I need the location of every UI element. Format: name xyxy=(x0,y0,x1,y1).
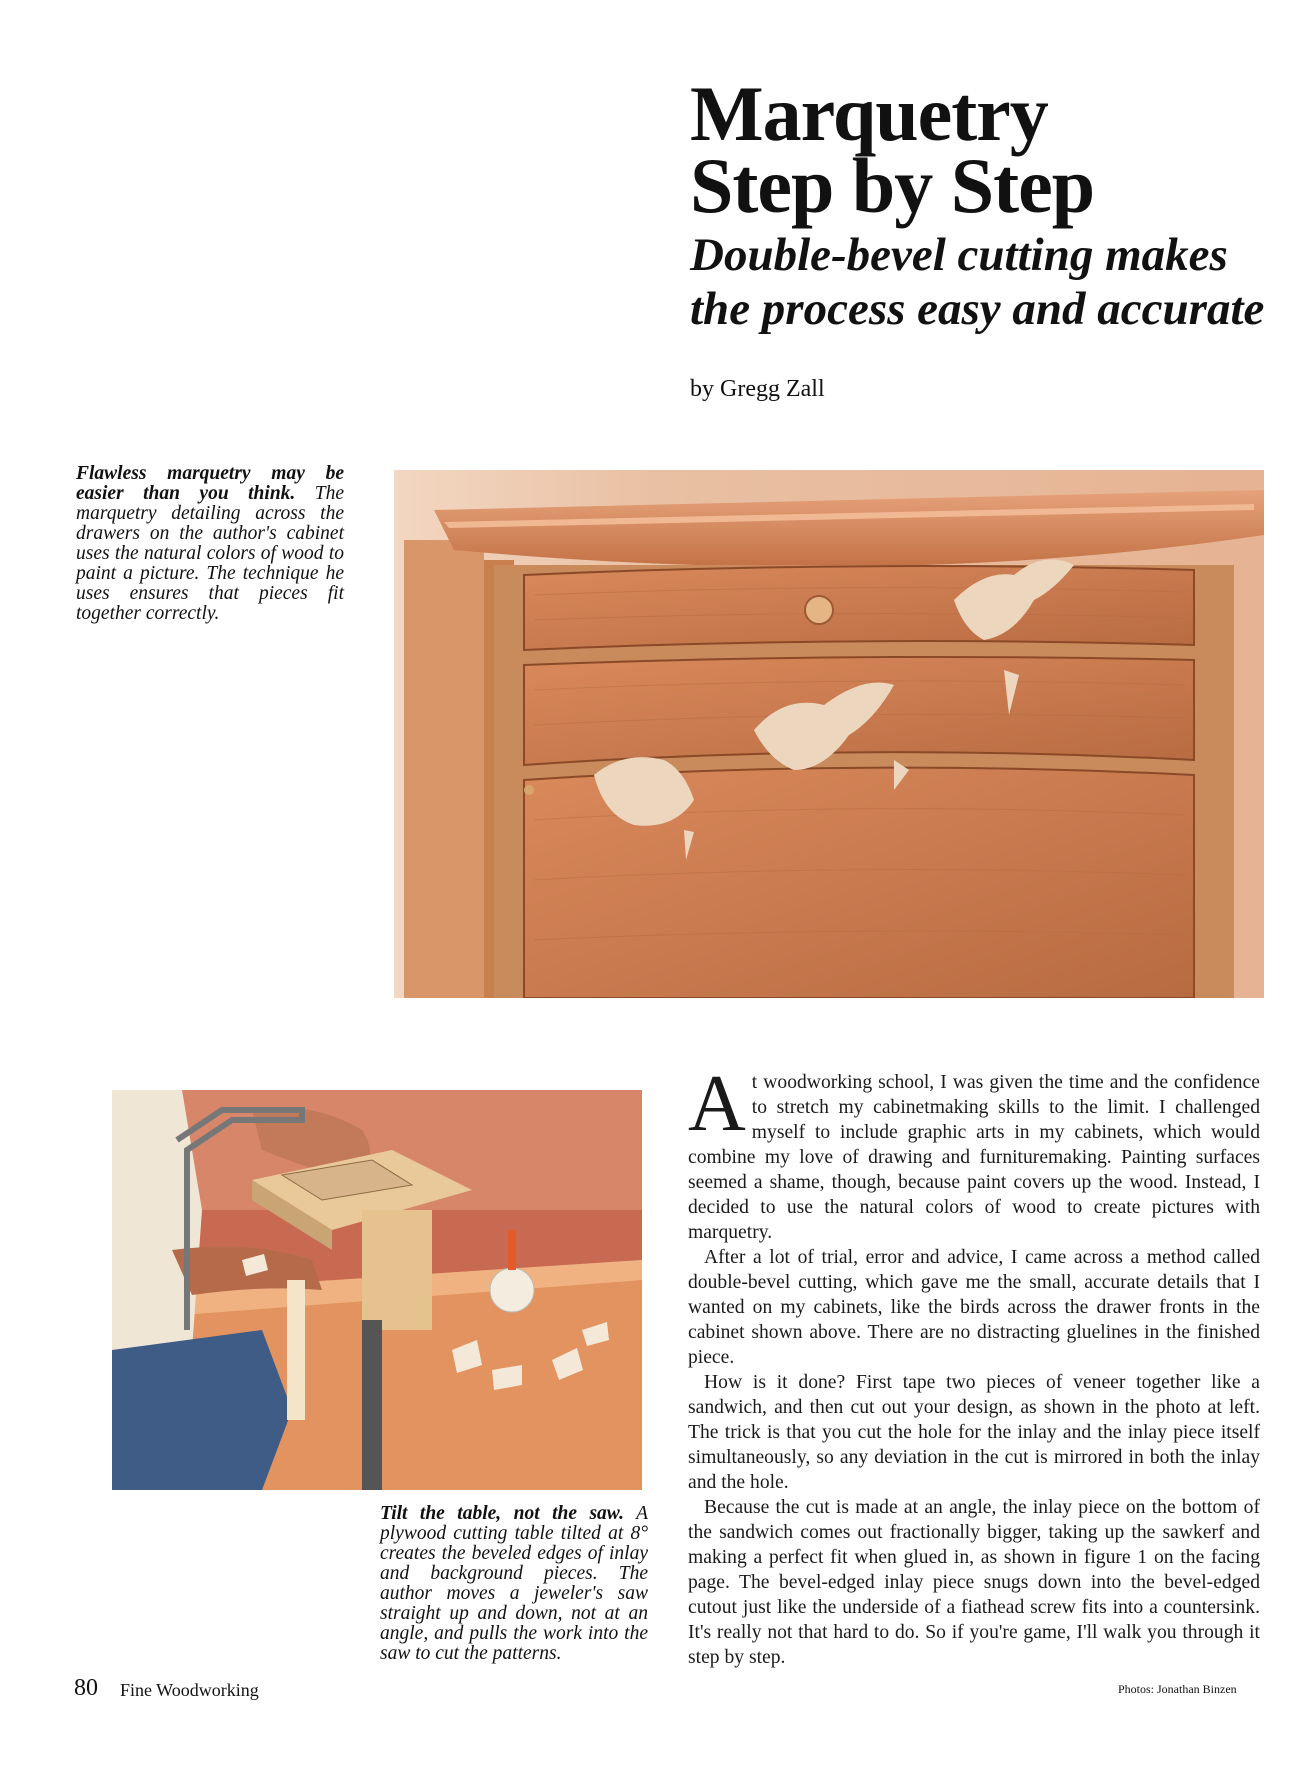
workshop-photo xyxy=(112,1090,642,1490)
body-paragraph-1 xyxy=(688,1060,1260,1245)
subtitle-line-2: the process easy and accurate xyxy=(690,283,1265,335)
caption-workshop-lead: Tilt the table, not the saw. xyxy=(380,1503,624,1524)
drawer-top xyxy=(524,566,1194,650)
bench-clamp xyxy=(362,1320,382,1490)
article-title xyxy=(690,70,1250,229)
pencil xyxy=(508,1230,516,1270)
cabinet-photo xyxy=(394,470,1264,998)
caption-workshop-text: A plywood cutting table tilted at 8° creates the beveled edges of inlay and background pieces. The author moves a jeweler's saw straight up and down, not at an angle, and pulls the work into the saw to cut the patterns. xyxy=(380,1503,648,1664)
drop-cap: A xyxy=(688,1060,746,1148)
workshop-illustration xyxy=(112,1090,642,1490)
article-body xyxy=(688,1060,1260,1670)
table-post xyxy=(362,1210,432,1330)
drawer-knob-top xyxy=(805,596,833,624)
title-line-2: Step by Step xyxy=(690,142,1095,229)
caption-cabinet xyxy=(76,464,344,624)
person-jeans xyxy=(112,1330,292,1490)
saw-handle xyxy=(287,1280,305,1420)
page-number: 80 xyxy=(74,1675,98,1701)
door-hinge xyxy=(524,785,534,795)
caption-workshop xyxy=(380,1504,648,1664)
byline: by Gregg Zall xyxy=(690,376,825,402)
article-subtitle xyxy=(690,228,1270,336)
photo-credit: Photos: Jonathan Binzen xyxy=(1118,1682,1237,1696)
caption-cabinet-text: The marquetry detailing across the drawers on the author's cabinet uses the natural colors of wood to paint a picture. The technique he uses ensures that pieces fit together correctly. xyxy=(76,483,345,624)
subtitle-line-1: Double-bevel cutting makes xyxy=(690,229,1228,281)
body-paragraph-4: Because the cut is made at an angle, the inlay piece on the bottom of the sandwich comes out fractionally bigger, taking up the sawkerf and making a perfect fit when glued in, as shown in figure 1 on the facing page. The bevel-edged inlay piece snugs down into the bevel-edged cutout just like the underside of a fiathead screw fits into a countersink. It's really not that hard to do. So if you're game, I'll walk you through it step by step. xyxy=(688,1497,1260,1668)
title-line-1: Marquetry xyxy=(690,70,1048,157)
cabinet-illustration xyxy=(394,470,1264,998)
tape-roll xyxy=(490,1268,534,1312)
body-paragraph-1-text: t woodworking school, I was given the time and the confidence to stretch my cabinetmaking skills to the limit. I challenged myself to include graphic arts in my cabinets, which would combine my love of drawing and furnituremaking. Painting surfaces seemed a shame, though, because paint covers up the wood. Instead, I decided to use the natural colors of wood to create pictures with marquetry. xyxy=(688,1072,1260,1243)
body-paragraph-2: After a lot of trial, error and advice, I came across a method called double-bevel cutting, which gave me the small, accurate details that I wanted on my cabinets, like the birds across the drawer fronts in the cabinet shown above. There are no distracting gluelines in the finished piece. xyxy=(688,1247,1260,1368)
caption-cabinet-lead: Flawless marquetry may be easier than you think. xyxy=(76,463,344,504)
cabinet-side-panel xyxy=(404,540,484,998)
magazine-name: Fine Woodworking xyxy=(120,1680,259,1700)
body-paragraph-3: How is it done? First tape two pieces of veneer together like a sandwich, and then cut out your design, as shown in the photo at left. The trick is that you cut the hole for the inlay and the inlay piece itself simultaneously, so any deviation in the cut is mirrored in both the inlay and the hole. xyxy=(688,1372,1260,1493)
